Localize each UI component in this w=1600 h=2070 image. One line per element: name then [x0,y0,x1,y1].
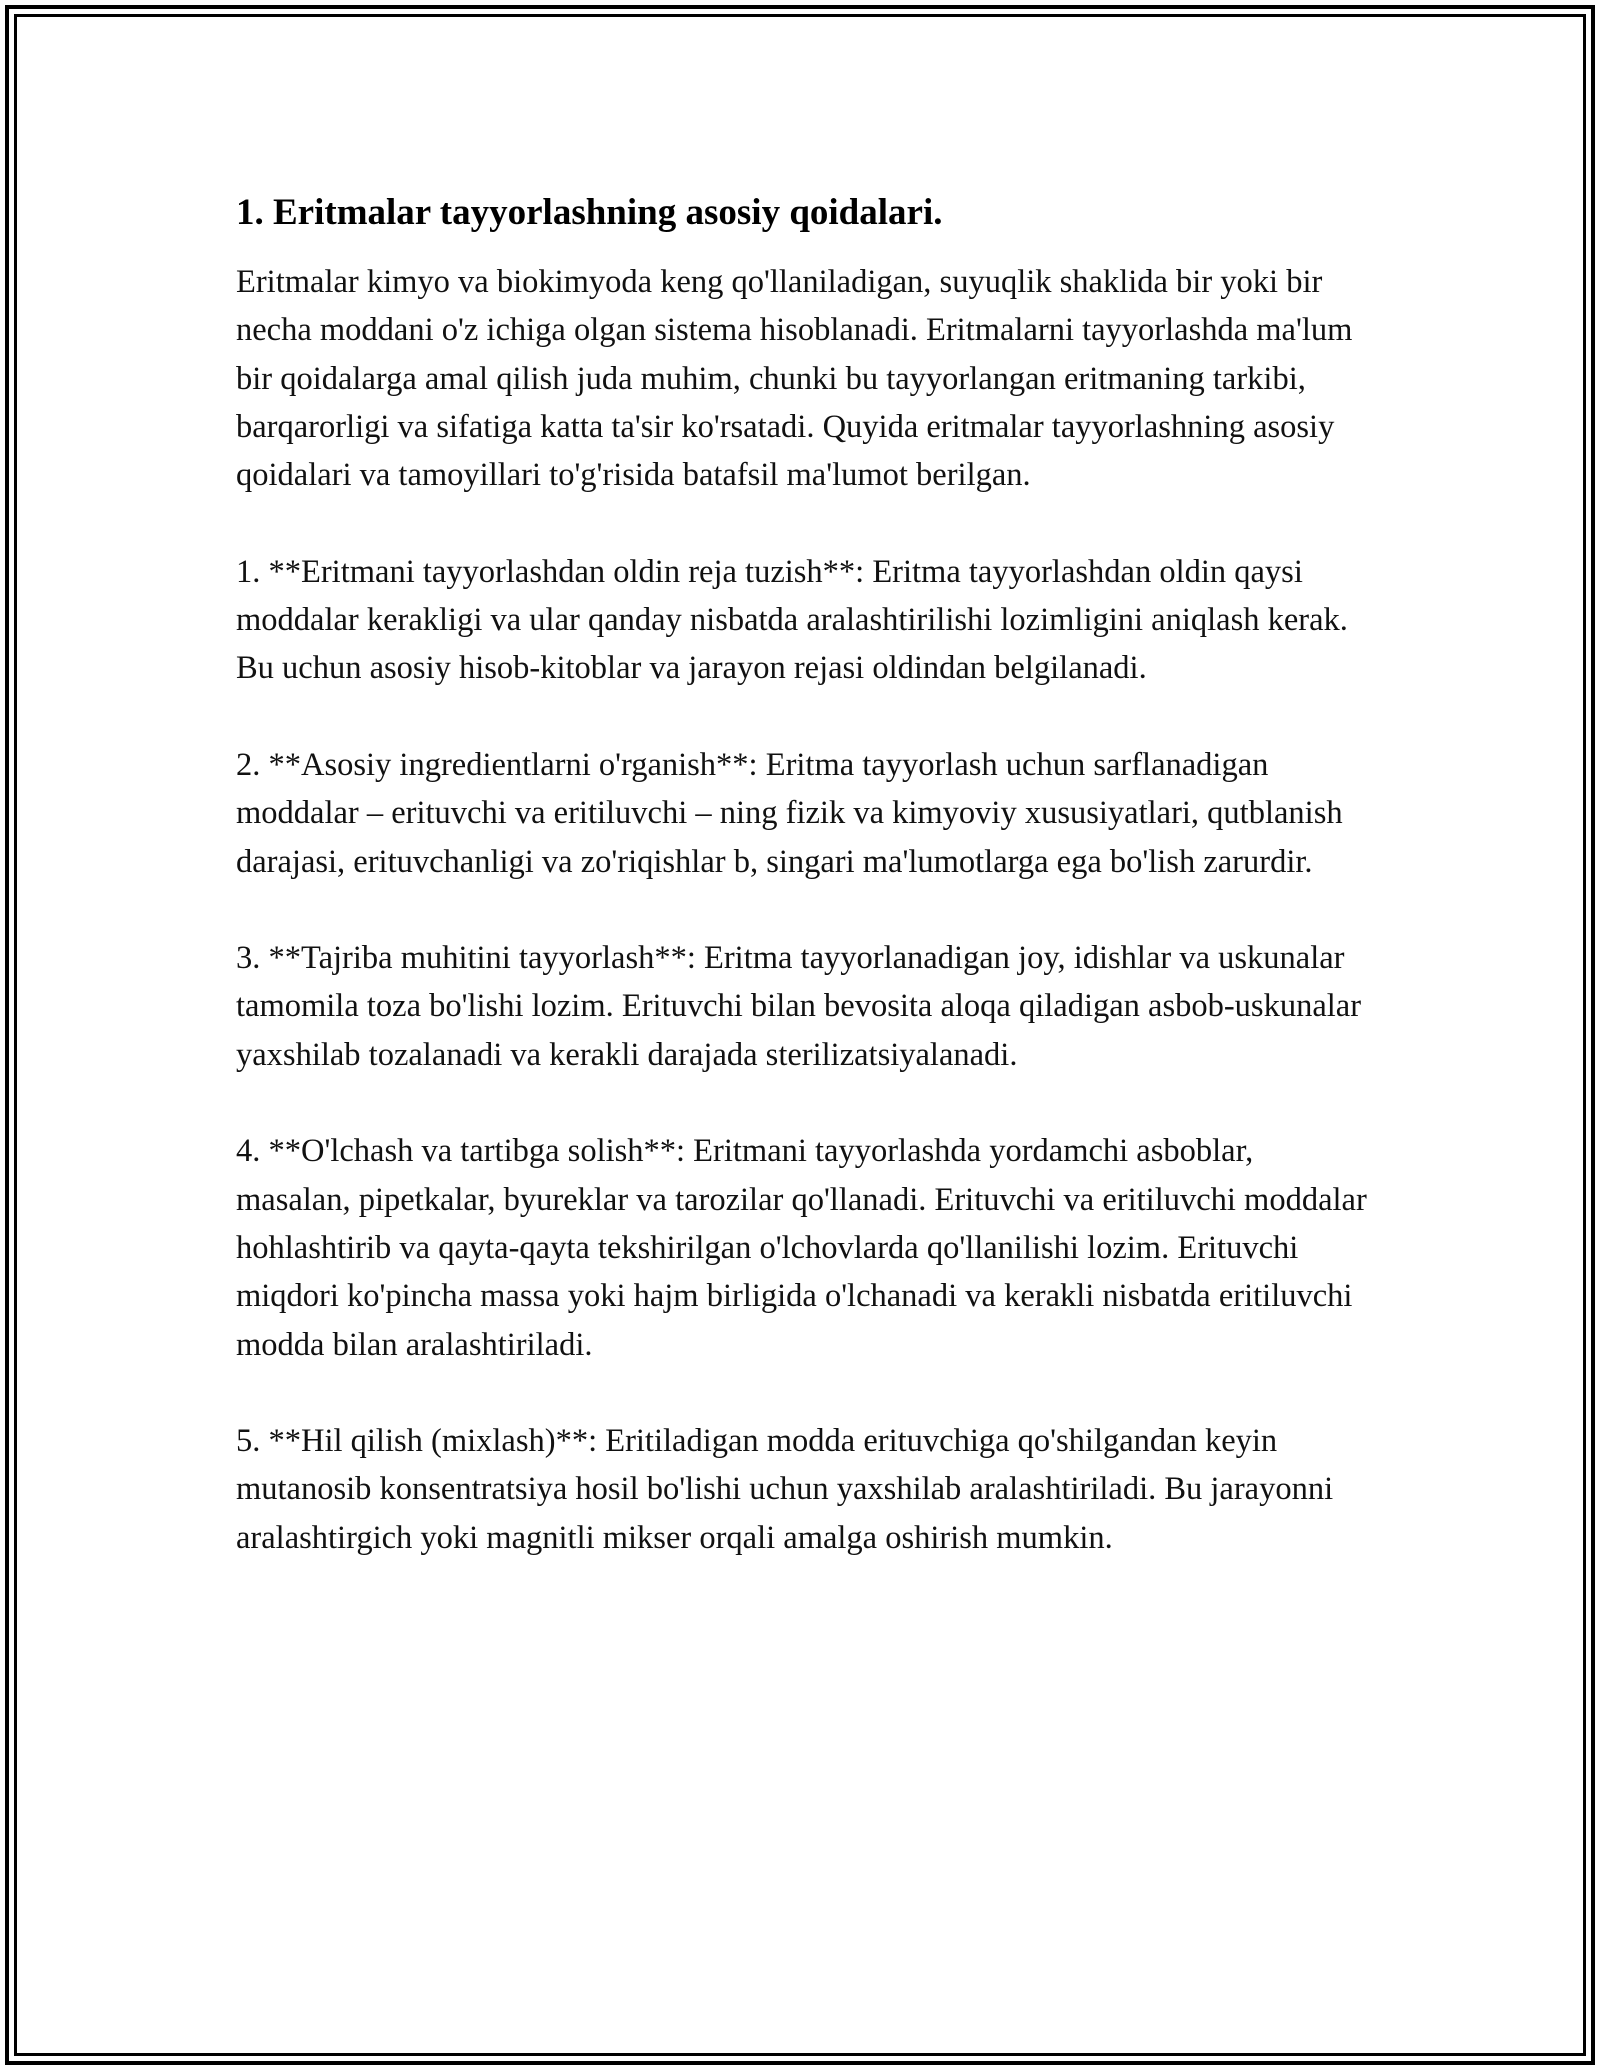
rule-2-paragraph: 2. **Asosiy ingredientlarni o'rganish**: Eritma tayyorlash uchun sarflanadigan moddalar – erituvchi va eritiluvchi – ning fizik va kimyoviy xususiyatlari, qutblanish darajasi, erituvchanligi va zo'riqishlar b, singari ma'lumotlarga ega bo'lish zarurdir. [236,746,1343,880]
intro-paragraph: Eritmalar kimyo va biokimyoda keng qo'llaniladigan, suyuqlik shaklida bir yoki bir necha moddani o'z ichiga olgan sistema hisoblanadi. Eritmalarni tayyorlashda ma'lum bir qoidalarga amal qilish juda muhim, chunki bu tayyorlangan eritmaning tarkibi, barqarorligi va sifatiga katta ta'sir ko'rsatadi. Quyida eritmalar tayyorlashning asosiy qoidalari va tamoyillari to'g'risida batafsil ma'lumot berilgan. [236,264,1353,494]
rule-3-paragraph: 3. **Tajriba muhitini tayyorlash**: Eritma tayyorlanadigan joy, idishlar va uskunalar tamomila toza bo'lishi lozim. Erituvchi bilan bevosita aloqa qiladigan asbob-uskunalar yaxshilab tozalanadi va kerakli darajada sterilizatsiyalanadi. [236,940,1362,1073]
rule-1-paragraph: 1. **Eritmani tayyorlashdan oldin reja tuzish**: Eritma tayyorlashdan oldin qaysi moddalar kerakligi va ular qanday nisbatda aralashtirilishi lozimligini aniqlash kerak. Bu uchun asosiy hisob-kitoblar va jarayon rejasi oldindan belgilanadi. [236,553,1348,687]
rule-4-paragraph: 4. **O'lchash va tartibga solish**: Eritmani tayyorlashda yordamchi asboblar, masalan, pipetkalar, byureklar va tarozilar qo'llanadi. Erituvchi va eritiluvchi moddalar hohlashtirib va qayta-qayta tekshirilgan o'lchovlarda qo'llanilishi lozim. Erituvchi miqdori ko'pincha massa yoki hajm birligida o'lchanadi va kerakli nisbatda eritiluvchi modda bilan aralashtiriladi. [236,1133,1367,1363]
document-title: 1. Eritmalar tayyorlashning asosiy qoidalari. [236,192,943,233]
rule-5-paragraph: 5. **Hil qilish (mixlash)**: Eritiladigan modda erituvchiga qo'shilgandan keyin mutanosib konsentratsiya hosil bo'lishi uchun yaxshilab aralashtiriladi. Bu jarayonni aralashtirgich yoki magnitli mikser orqali amalga oshirish mumkin. [236,1423,1334,1556]
document-body [236,188,1371,1562]
